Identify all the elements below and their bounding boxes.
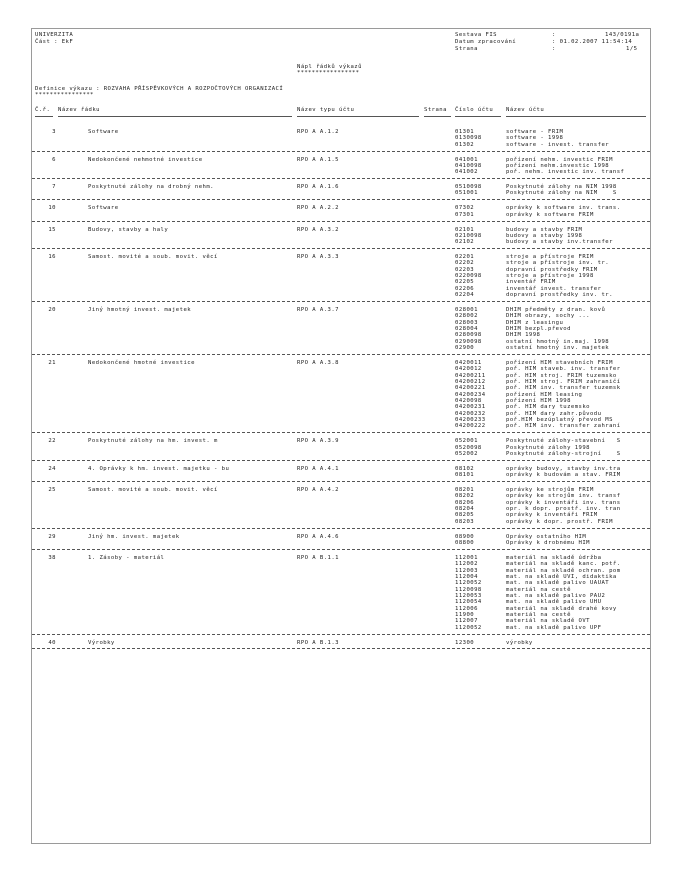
account-number: 1120053	[455, 592, 482, 599]
account-name: materiál na skladě OVT	[506, 618, 590, 625]
row-separator	[32, 634, 650, 635]
row-separator	[32, 432, 650, 433]
account-name: software - 1998	[506, 135, 564, 142]
account-number: 02205	[455, 279, 475, 286]
account-number: 12300	[455, 639, 475, 646]
account-number: 041002	[455, 169, 478, 176]
row-name: 4. Oprávky k hm. invest. majetku - bu	[88, 465, 230, 472]
account-name: poř. HIM staveb. inv. transfer	[506, 366, 621, 373]
account-number: 02102	[455, 239, 475, 246]
row-type: RPO A A.2.2	[297, 205, 339, 212]
col-type-rule	[297, 116, 419, 117]
row-name: Samost. movité a soub. movit. věcí	[88, 487, 218, 494]
datum-value: : 01.02.2007 11:54:14	[552, 39, 633, 45]
account-name: inventář FRIM	[506, 279, 556, 286]
account-number: 04200222	[455, 423, 486, 430]
row-number: 3	[52, 129, 56, 135]
account-number: 0420011	[455, 359, 482, 366]
account-number: 0420098	[455, 398, 482, 405]
account-number: 0410098	[455, 162, 482, 169]
definition-underline: ****************	[35, 92, 94, 98]
account-number: 04200232	[455, 410, 486, 417]
row-number: 38	[48, 554, 56, 561]
account-number: 02202	[455, 260, 475, 267]
account-number: 02204	[455, 292, 475, 299]
row-name: Poskytnuté zálohy na hm. invest. m	[88, 438, 218, 445]
account-name: výrobky	[506, 639, 533, 646]
row-separator	[32, 199, 650, 200]
account-name: DHIM 1998	[506, 332, 541, 339]
col-page: Strana	[424, 107, 447, 113]
col-cr: Č.ř.	[35, 107, 51, 113]
account-number: 01301	[455, 129, 475, 135]
row-separator	[32, 460, 650, 461]
account-number: 1120098	[455, 586, 482, 593]
col-type: Název typu účtu	[297, 107, 355, 113]
account-name: mat. na skladě palivo UHU	[506, 599, 602, 606]
row-separator	[32, 301, 650, 302]
account-name: Oprávky k drobnému HIM	[506, 540, 590, 546]
account-name: mat. na skladě UVI, didaktika	[506, 573, 617, 580]
row-name: Nedokončené nehmotné investice	[88, 156, 203, 163]
row-separator	[32, 648, 650, 649]
account-name: materiál na skladě kanc. potř.	[506, 561, 621, 568]
account-number: 051001	[455, 190, 478, 197]
account-name: oprávky k software inv. trans.	[506, 205, 621, 212]
account-number: 08204	[455, 506, 475, 513]
account-number: 112001	[455, 554, 478, 561]
sestava-value: 143/0191a	[605, 32, 640, 38]
row-number: 25	[48, 487, 56, 494]
account-number: 08202	[455, 493, 475, 500]
row-type: RPO A A.3.8	[297, 359, 339, 366]
row-name: Jiný hmotný invest. majetek	[88, 307, 192, 313]
row-number: 16	[48, 254, 56, 261]
report-title-underline: *****************	[297, 70, 360, 76]
row-separator	[32, 528, 650, 529]
account-number: 052001	[455, 438, 478, 445]
account-name: software - invest. transfer	[506, 141, 610, 148]
row-type: RPO A A.1.5	[297, 156, 339, 163]
report-title: Nápl řádků výkazů	[297, 64, 362, 70]
account-number: 112003	[455, 567, 478, 574]
account-name: Poskytnuté zálohy na NIM S	[506, 190, 617, 197]
account-name: oprávky ke strojům inv. transf	[506, 493, 621, 500]
account-number: 028001	[455, 307, 478, 313]
col-acc-name-rule	[506, 116, 646, 117]
account-name: DHIM bezpl.převod	[506, 326, 571, 333]
account-name: poř. HIM stroj. FRIM zahraničí	[506, 379, 621, 385]
row-name: Nedokončené hmotné investice	[88, 359, 195, 366]
row-type: RPO A A.4.2	[297, 487, 339, 494]
row-name: Budovy, stavby a haly	[88, 226, 169, 233]
row-number: 22	[48, 438, 56, 445]
account-name: materiál na skladě ochran. pom	[506, 567, 621, 574]
account-name: Poskytnuté zálohy na NIM 1998	[506, 184, 617, 191]
strana-colon: :	[552, 46, 556, 52]
row-name: 1. Zásoby - materiál	[88, 554, 165, 561]
account-name: budovy a stavby 1998	[506, 232, 583, 239]
account-number: 028004	[455, 326, 478, 333]
account-name: poř. HIM dary tuzemsko	[506, 404, 590, 411]
col-page-rule	[424, 116, 451, 117]
col-name-rule	[58, 116, 292, 117]
account-number: 041001	[455, 156, 478, 163]
account-number: 1120052	[455, 624, 482, 631]
row-name: Jiný hm. invest. majetek	[88, 533, 180, 540]
account-number: 04200212	[455, 379, 486, 385]
row-type: RPO A B.1.3	[297, 639, 339, 646]
account-number: 08203	[455, 518, 475, 525]
account-number: 112002	[455, 561, 478, 568]
account-number: 04200234	[455, 391, 486, 398]
account-name: poř. HIM inv. transfer tuzemsk	[506, 385, 621, 392]
strana-value: 1/5	[626, 46, 638, 52]
account-name: oprávky k dopr. prostř. FRIM	[506, 518, 613, 525]
col-acc-no-rule	[455, 116, 501, 117]
account-name: oprávky ke strojům FRIM	[506, 487, 594, 494]
account-number: 0130098	[455, 135, 482, 142]
account-number: 02203	[455, 266, 475, 273]
sestava-colon: :	[552, 32, 556, 38]
row-number: 15	[48, 226, 56, 233]
account-name: poř.HIM bezúplatný převod MS	[506, 417, 613, 424]
account-number: 08205	[455, 512, 475, 519]
account-number: 11900	[455, 612, 475, 618]
account-number: 04200221	[455, 385, 486, 392]
row-type: RPO A A.4.6	[297, 533, 339, 540]
account-number: 02900	[455, 345, 475, 352]
row-separator	[32, 549, 650, 550]
account-name: ostatní hmotný in.maj. 1998	[506, 338, 610, 345]
account-number: 07302	[455, 205, 475, 212]
account-name: pořízení nehm.investic 1998	[506, 162, 610, 169]
row-name: Software	[88, 205, 119, 212]
account-name: poř. HIM stroj. FRIM tuzemsko	[506, 372, 617, 379]
account-name: oprávky k inventáři inv. trans	[506, 499, 621, 506]
row-type: RPO A A.1.2	[297, 129, 339, 135]
report-definition: Definice výkazu : ROZVAHA PŘÍSPĚVKOVÝCH A ROZPOČTOVÝCH ORGANIZACÍ	[35, 86, 284, 92]
row-name: Výrobky	[88, 639, 115, 646]
account-name: ostatní hmotný inv. majetek	[506, 345, 610, 352]
account-name: DHIM předměty z dran. kovů	[506, 307, 606, 313]
account-name: inventář invest. transfer	[506, 285, 602, 292]
account-name: materiál na skladě údržba	[506, 554, 602, 561]
col-acc-no: Číslo účtu	[455, 107, 494, 113]
row-separator	[32, 481, 650, 482]
account-number: 0520098	[455, 444, 482, 451]
sestava-label: Sestava FIS	[455, 32, 497, 38]
account-name: pořízení HIM leasing	[506, 391, 583, 398]
account-number: 02201	[455, 254, 475, 261]
account-name: pořízení nehm. investic FRIM	[506, 156, 613, 163]
row-number: 6	[52, 156, 56, 163]
row-number: 21	[48, 359, 56, 366]
report-page	[31, 28, 651, 844]
account-name: stroje a přístroje 1998	[506, 273, 594, 280]
account-number: 112004	[455, 573, 478, 580]
account-name: budovy a stavby inv.transfer	[506, 239, 613, 246]
account-number: 02101	[455, 226, 475, 233]
account-number: 052002	[455, 451, 478, 457]
account-name: stroje a přístroje inv. tr.	[506, 260, 610, 267]
account-name: DHIM z leasingu	[506, 319, 564, 326]
row-name: Software	[88, 129, 119, 135]
account-name: oprávky budovy, stavby inv.tra	[506, 465, 621, 472]
col-name: Název řádku	[58, 107, 100, 113]
account-number: 1120054	[455, 599, 482, 606]
row-type: RPO A B.1.1	[297, 554, 339, 561]
account-name: mat. na skladě palivo PAU2	[506, 592, 606, 599]
account-name: pořízení HIM stavebních FRIM	[506, 359, 613, 366]
row-separator	[32, 151, 650, 152]
account-number: 07301	[455, 211, 475, 218]
account-number: 08900	[455, 533, 475, 540]
row-type: RPO A A.3.3	[297, 254, 339, 261]
row-type: RPO A A.3.9	[297, 438, 339, 445]
account-number: 028002	[455, 313, 478, 320]
row-type: RPO A A.3.2	[297, 226, 339, 233]
strana-label: Strana	[455, 46, 478, 52]
row-number: 29	[48, 533, 56, 540]
row-type: RPO A A.1.6	[297, 184, 339, 191]
account-name: stroje a přístroje FRIM	[506, 254, 594, 261]
account-number: 02206	[455, 285, 475, 292]
account-name: Oprávky ostatního HIM	[506, 533, 587, 540]
account-name: materiál na skladě drahé kovy	[506, 605, 617, 612]
account-name: pořízení HIM 1998	[506, 398, 571, 405]
account-number: 08102	[455, 465, 475, 472]
account-number: 0280098	[455, 332, 482, 339]
account-name: poř. nehm. investic inv. transf	[506, 169, 625, 176]
account-number: 04200231	[455, 404, 486, 411]
account-number: 08201	[455, 487, 475, 494]
account-name: dopravní prostředky inv. tr.	[506, 292, 613, 299]
account-name: Poskytnuté zálohy-strojní S	[506, 451, 621, 457]
account-number: 0420012	[455, 366, 482, 373]
row-number: 40	[48, 639, 56, 646]
account-number: 112007	[455, 618, 478, 625]
row-separator	[32, 221, 650, 222]
row-separator	[32, 354, 650, 355]
row-name: Samost. movité a soub. movit. věcí	[88, 254, 218, 261]
account-number: 0220098	[455, 273, 482, 280]
account-number: 04200233	[455, 417, 486, 424]
account-name: materiál na cestě	[506, 586, 571, 593]
account-name: oprávky k budovám a stav. FRIM	[506, 472, 621, 479]
account-name: oprávky k inventáři FRIM	[506, 512, 598, 519]
account-number: 08101	[455, 472, 475, 479]
account-name: DHIM obrazy, sochy ...	[506, 313, 590, 320]
account-name: Poskytnuté zálohy 1998	[506, 444, 590, 451]
datum-label: Datum zpracování	[455, 39, 517, 45]
account-number: 08800	[455, 540, 475, 546]
account-name: dopravní prostředky FRIM	[506, 266, 598, 273]
col-cr-rule	[35, 116, 53, 117]
account-name: opr. k dopr. prostř. inv. tran	[506, 506, 621, 513]
row-type: RPO A A.3.7	[297, 307, 339, 313]
account-name: poř. HIM inv. transfer zahraní	[506, 423, 621, 430]
org-name: UNIVERZITA	[35, 32, 74, 38]
account-name: oprávky k software FRIM	[506, 211, 594, 218]
account-name: budovy a stavby FRIM	[506, 226, 583, 233]
account-number: 08206	[455, 499, 475, 506]
account-name: software - FRIM	[506, 129, 564, 135]
account-number: 0510098	[455, 184, 482, 191]
account-number: 04200211	[455, 372, 486, 379]
account-number: 112006	[455, 605, 478, 612]
row-number: 24	[48, 465, 56, 472]
account-name: materiál na cestě	[506, 612, 571, 618]
row-number: 20	[48, 307, 56, 313]
row-number: 7	[52, 184, 56, 191]
account-number: 01302	[455, 141, 475, 148]
row-number: 10	[48, 205, 56, 212]
row-name: Poskytnuté zálohy na drobný nehm.	[88, 184, 214, 191]
row-separator	[32, 178, 650, 179]
row-type: RPO A A.4.1	[297, 465, 339, 472]
col-acc-name: Název účtu	[506, 107, 545, 113]
account-number: 0210098	[455, 232, 482, 239]
account-number: 0290098	[455, 338, 482, 345]
row-separator	[32, 248, 650, 249]
account-name: mat. na skladě palivo UPF	[506, 624, 602, 631]
account-number: 1120052	[455, 580, 482, 587]
account-number: 028003	[455, 319, 478, 326]
account-name: mat. na skladě palivo UAUAT	[506, 580, 610, 587]
account-name: Poskytnuté zálohy-stavební S	[506, 438, 621, 445]
org-part: Část : EkF	[35, 39, 74, 45]
account-name: poř. HIM dary zahr.původu	[506, 410, 602, 417]
